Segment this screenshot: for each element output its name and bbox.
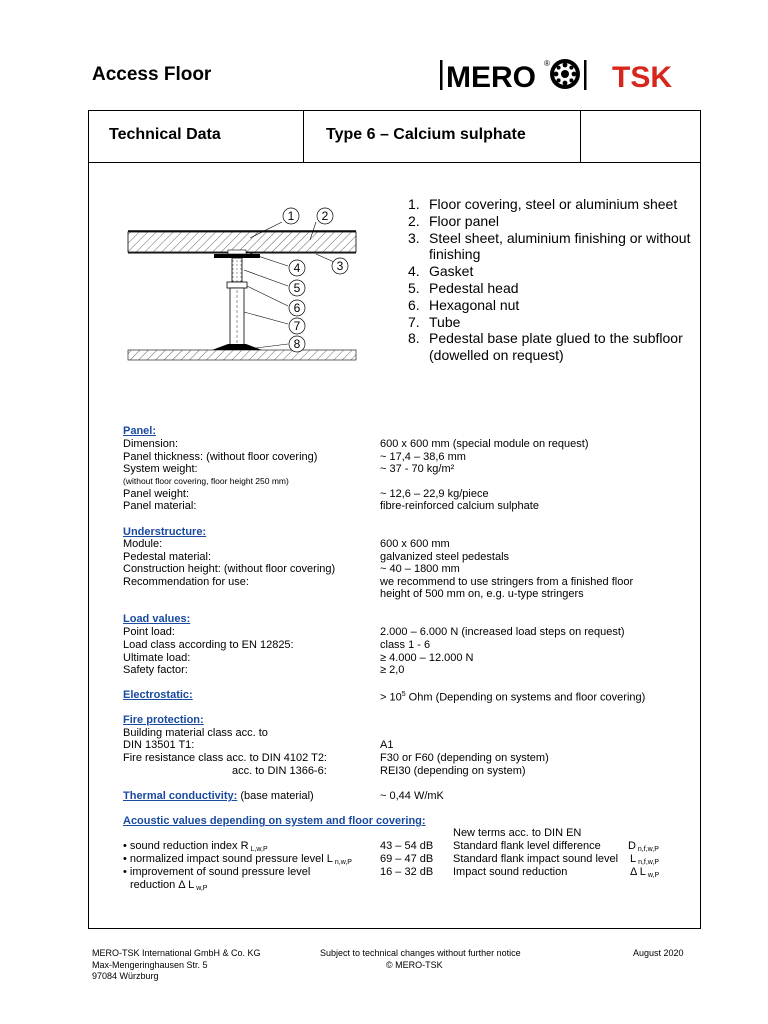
spec-label: Fire resistance class acc. to DIN 4102 T2: bbox=[123, 752, 327, 764]
callout-2: 2 bbox=[321, 209, 329, 223]
spec-label: Dimension: bbox=[123, 438, 179, 450]
acoustic-value: 43 – 54 dB bbox=[380, 840, 434, 852]
legend-item: 7. Tube bbox=[408, 313, 461, 330]
acoustic-new-terms: New terms acc. to DIN EN bbox=[453, 827, 582, 839]
callout-5: 5 bbox=[293, 281, 301, 295]
spec-value: ~ 17,4 – 38,6 mm bbox=[380, 451, 466, 463]
spec-label: Safety factor: bbox=[123, 664, 188, 676]
header-divider bbox=[303, 110, 304, 163]
legend-item: 8. Pedestal base plate glued to the subfloor (dowelled on request) bbox=[408, 330, 683, 364]
acoustic-value: 16 – 32 dB bbox=[380, 866, 434, 878]
spec-value: we recommend to use stringers from a finished floor bbox=[380, 576, 634, 588]
callout-7: 7 bbox=[293, 319, 301, 333]
spec-label: acc. to DIN 1366-6: bbox=[232, 765, 327, 777]
acoustic-symbol: L $_{n,f,w,P}$ bbox=[630, 853, 660, 866]
spec-label: Pedestal material: bbox=[123, 551, 212, 563]
subfloor bbox=[128, 350, 356, 360]
acoustic-label: reduction Δ L $_{w,P}$ bbox=[130, 879, 208, 892]
spec-label: Load class according to EN 12825: bbox=[123, 639, 294, 651]
spec-value: fibre-reinforced calcium sulphate bbox=[380, 500, 539, 512]
spec-value: ~ 12,6 – 22,9 kg/piece bbox=[380, 488, 489, 500]
spec-value: ≥ 2,0 bbox=[380, 664, 405, 676]
spec-value: 600 x 600 mm bbox=[380, 538, 450, 550]
acoustic-label: • improvement of sound pressure level bbox=[123, 866, 311, 878]
pedestal-base-plate bbox=[212, 344, 262, 350]
legend-item: 6. Hexagonal nut bbox=[408, 296, 520, 313]
spec-label: System weight: bbox=[123, 463, 198, 475]
callout-6: 6 bbox=[293, 301, 301, 315]
header-product-type: Type 6 – Calcium sulphate bbox=[326, 126, 526, 143]
spec-note: (without floor covering, floor height 250 mm) bbox=[123, 476, 289, 486]
logo-tsk-text: TSK bbox=[612, 61, 672, 92]
acoustic-symbol: Δ L $_{w,P}$ bbox=[630, 866, 660, 879]
spec-label: Panel material: bbox=[123, 500, 197, 512]
spec-value: 2.000 – 6.000 N (increased load steps on request) bbox=[380, 626, 625, 638]
spec-value: height of 500 mm on, e.g. u-type stringers bbox=[380, 588, 584, 600]
legend-item: 1. Floor covering, steel or aluminium sheet bbox=[408, 196, 678, 212]
spec-value: ~ 37 - 70 kg/m² bbox=[380, 463, 455, 475]
spec-value: ~ 0,44 W/mK bbox=[380, 790, 444, 802]
spec-value: F30 or F60 (depending on system) bbox=[380, 752, 549, 764]
footer-company: MERO-TSK International GmbH & Co. KG bbox=[92, 948, 261, 958]
section-acoustic-heading: Acoustic values depending on system and floor covering: bbox=[123, 815, 426, 827]
component-legend bbox=[408, 196, 698, 364]
acoustic-value: 69 – 47 dB bbox=[380, 853, 434, 865]
spec-label: Module: bbox=[123, 538, 163, 550]
thermal-row: Thermal conductivity: (base material) bbox=[123, 790, 314, 802]
legend-item: 2. Floor panel bbox=[408, 212, 500, 229]
callout-1: 1 bbox=[287, 209, 295, 223]
section-electrostatic-heading: Electrostatic: bbox=[123, 689, 193, 701]
spec-value: REI30 (depending on system) bbox=[380, 765, 526, 777]
spec-value: class 1 - 6 bbox=[380, 639, 431, 651]
acoustic-label: • normalized impact sound pressure level L $_{n,w,P}$ bbox=[123, 853, 352, 866]
section-panel-heading: Panel: bbox=[123, 425, 157, 437]
spec-value: ≥ 4.000 – 12.000 N bbox=[380, 652, 474, 664]
spec-value: A1 bbox=[380, 739, 394, 751]
mero-tsk-logo bbox=[440, 56, 696, 92]
spec-label: Recommendation for use: bbox=[123, 576, 249, 588]
spec-label: Panel thickness: (without floor covering) bbox=[123, 451, 318, 463]
floor-panel bbox=[128, 232, 356, 252]
spec-value: ~ 40 – 1800 mm bbox=[380, 563, 460, 575]
spec-label: Building material class acc. to bbox=[123, 727, 268, 739]
spec-label: Point load: bbox=[123, 626, 175, 638]
acoustic-term: Impact sound reduction bbox=[453, 866, 568, 878]
spec-label: DIN 13501 T1: bbox=[123, 739, 195, 751]
callout-8: 8 bbox=[293, 337, 301, 351]
footer-street: Max-Mengeringhausen Str. 5 bbox=[92, 960, 208, 970]
hexagonal-nut bbox=[227, 282, 247, 288]
spec-value: galvanized steel pedestals bbox=[380, 551, 510, 563]
legend-item: 4. Gasket bbox=[408, 263, 474, 280]
header-technical-data: Technical Data bbox=[109, 126, 221, 143]
footer-notice: Subject to technical changes without further notice bbox=[320, 948, 521, 958]
spec-label: Panel weight: bbox=[123, 488, 190, 500]
spec-label: Ultimate load: bbox=[123, 652, 191, 664]
floor-section-drawing bbox=[120, 200, 360, 370]
legend-item: 5. Pedestal head bbox=[408, 279, 519, 296]
spec-label: Construction height: (without floor covering) bbox=[123, 563, 336, 575]
footer-city: 97084 Würzburg bbox=[92, 971, 159, 981]
spec-value: > $10^5$ Ohm (Depending on systems and floor covering) bbox=[380, 691, 646, 704]
page-title: Access Floor bbox=[92, 64, 212, 85]
legend-item: 3. Steel sheet, aluminium finishing or without finishing bbox=[408, 229, 691, 263]
acoustic-label: • sound reduction index R $_{L,w,P}$ bbox=[123, 840, 268, 853]
section-load-values-heading: Load values: bbox=[123, 613, 191, 625]
section-understructure-heading: Understructure: bbox=[123, 526, 207, 538]
acoustic-symbol: D $_{n,f,w,P}$ bbox=[628, 840, 659, 853]
acoustic-term: Standard flank impact sound level bbox=[453, 853, 619, 865]
header-divider bbox=[580, 110, 581, 163]
logo-registered: ® bbox=[544, 59, 550, 68]
footer-date: August 2020 bbox=[633, 948, 684, 958]
callout-4: 4 bbox=[293, 261, 301, 275]
acoustic-term: Standard flank level difference bbox=[453, 840, 601, 852]
logo-mero-text: MERO bbox=[446, 61, 536, 92]
mero-node-icon bbox=[550, 59, 580, 89]
spec-value: 600 x 600 mm (special module on request) bbox=[380, 438, 589, 450]
gasket bbox=[228, 250, 246, 254]
footer-copyright: © MERO-TSK bbox=[386, 960, 443, 970]
section-fire-protection-heading: Fire protection: bbox=[123, 714, 204, 726]
callout-3: 3 bbox=[336, 259, 344, 273]
